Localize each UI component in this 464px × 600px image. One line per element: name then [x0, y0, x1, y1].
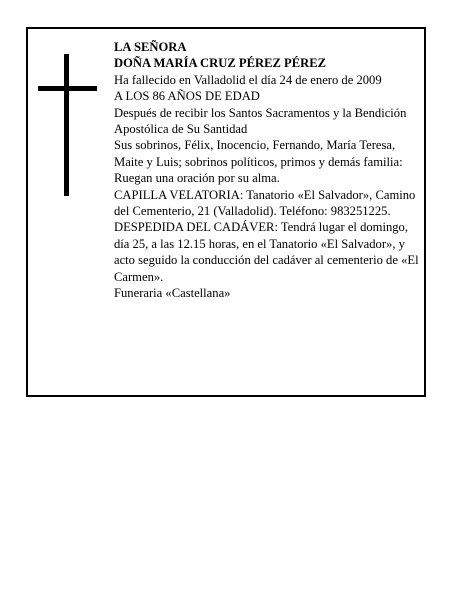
death-info: Ha fallecido en Valladolid el día 24 de enero de 2009: [114, 72, 382, 87]
farewell-info: DESPEDIDA DEL CADÁVER: Tendrá lugar el domingo, día 25, a las 12.15 horas, en el Tanatorio «El Salvador», y acto seguido la conducción del cadáver al cementerio de «El Carmen».: [114, 220, 419, 284]
family-line: Sus sobrinos, Félix, Inocencio, Fernando, María Teresa, Maite y Luis; sobrinos políticos, primos y demás familia:: [114, 138, 403, 169]
deceased-name: DOÑA MARÍA CRUZ PÉREZ PÉREZ: [114, 56, 327, 71]
cross-vertical-bar: [64, 54, 69, 196]
age-line: A LOS 86 AÑOS DE EDAD: [114, 89, 260, 104]
prayer-line: Ruegan una oración por su alma.: [114, 171, 280, 186]
obituary-text: [114, 39, 420, 302]
notice-title: LA SEÑORA: [114, 40, 187, 54]
cross-horizontal-bar: [38, 86, 97, 91]
cross-icon: [38, 54, 98, 196]
funeral-home: Funeraria «Castellana»: [114, 286, 231, 301]
chapel-info: CAPILLA VELATORIA: Tanatorio «El Salvador», Camino del Cementerio, 21 (Valladolid). Teléfono: 983251225.: [114, 187, 416, 219]
sacraments-line: Después de recibir los Santos Sacramentos y la Bendición Apostólica de Su Santidad: [114, 105, 407, 137]
